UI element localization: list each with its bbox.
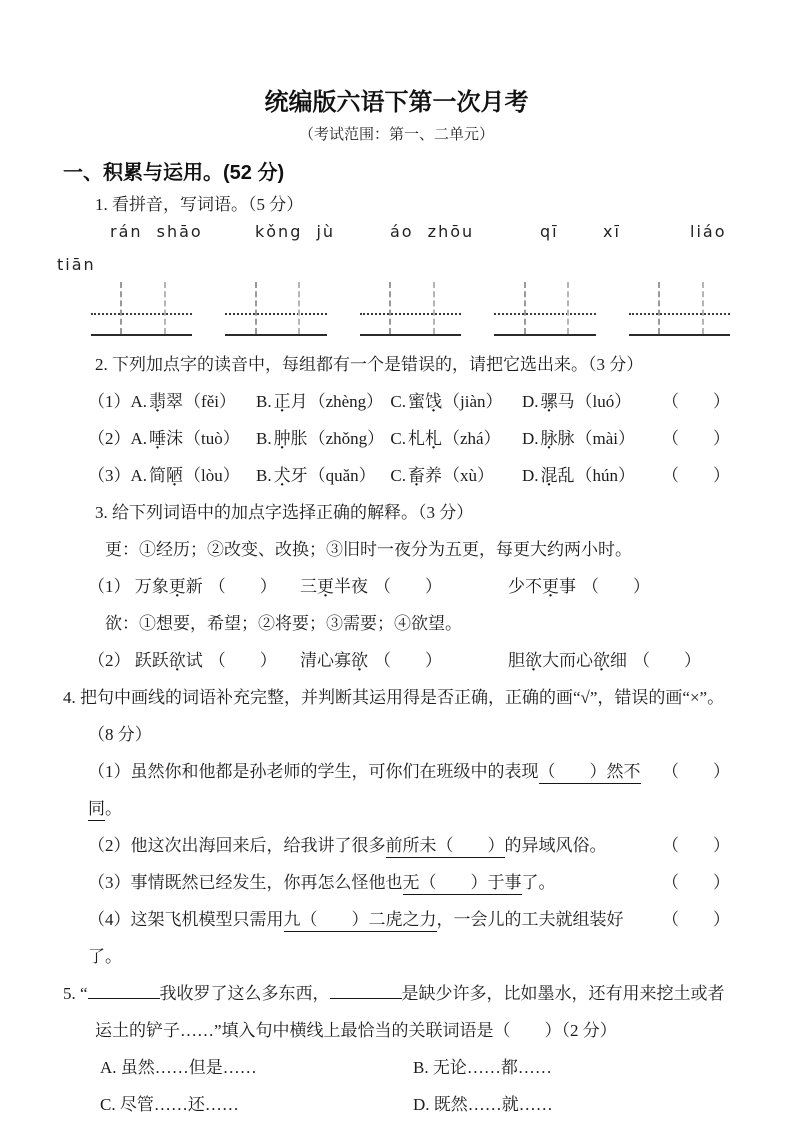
q4-points: （8 分） xyxy=(88,725,152,744)
option-c xyxy=(390,420,522,457)
q5-option-a: A. 虽然……但是…… xyxy=(100,1058,257,1077)
option-c xyxy=(390,383,522,420)
option-d xyxy=(522,420,662,457)
pinyin-reading: （mài） xyxy=(575,429,636,448)
q5-option-c: C. 尽管……还…… xyxy=(100,1095,239,1114)
dotted-word: 正月 xyxy=(273,392,308,411)
answer-blank: （ ） xyxy=(662,429,730,448)
pinyin-reading: （quǎn） xyxy=(308,466,376,485)
definition-yu: 欲：①想要，希望；②将要；③需要；④欲望。 xyxy=(105,614,462,633)
grid-midline xyxy=(629,313,730,315)
dotted-word: 畜养 xyxy=(408,466,442,485)
dotted-word: 脉脉 xyxy=(540,429,575,448)
fill-blank-line xyxy=(330,984,402,999)
dotted-word: 清心寡欲 xyxy=(300,651,368,670)
pinyin-reading: （luó） xyxy=(575,392,632,411)
option-a xyxy=(88,383,256,420)
q4-stem: 4. 把句中画线的词语补充完整，并判断其运用得是否正确，正确的画“√”，错误的画“×”。 xyxy=(63,688,725,707)
writing-grid-row xyxy=(91,282,730,336)
answer-blank: （ ） xyxy=(662,466,730,485)
q5-option-b: B. 无论……都…… xyxy=(413,1058,552,1077)
option-a xyxy=(88,420,256,457)
sentence xyxy=(88,753,654,827)
q5-stem xyxy=(63,975,730,1049)
grid-cell-guide xyxy=(298,282,300,334)
sentence xyxy=(88,864,654,901)
definition-geng: 更：①经历；②改变、改换；③旧时一夜分为五更，每更大约两小时。 xyxy=(105,540,632,559)
question-number: 5. xyxy=(63,984,76,1003)
item-number: （1） xyxy=(88,392,131,411)
question-5 xyxy=(63,975,730,1123)
q3-stem: 3. 给下列词语中的加点字选择正确的解释。（3 分） xyxy=(95,503,474,522)
answer-blank: （ ） xyxy=(662,762,730,781)
option-d xyxy=(522,383,662,420)
q4-item-4 xyxy=(63,901,730,975)
q2-row-2 xyxy=(63,420,730,457)
grid-cell-guide xyxy=(658,282,660,334)
pinyin-word: qī xyxy=(540,222,559,241)
underlined-phrase: 无（ ）于事 xyxy=(403,873,522,895)
grid-cell-guide xyxy=(702,282,704,334)
dotted-word: 万象更新 xyxy=(134,577,203,596)
grid-cell-guide xyxy=(524,282,526,334)
option-label: D. xyxy=(522,392,539,411)
item-number: （3） xyxy=(88,873,131,892)
q2-row-1 xyxy=(63,383,730,420)
answer-blank: （ ） xyxy=(374,577,442,596)
item-number: （2） xyxy=(88,836,131,855)
dotted-word: 蜜饯 xyxy=(408,392,442,411)
sentence-pre: 他这次出海回来后，给我讲了很多 xyxy=(130,836,386,855)
pinyin-word-wrapped: tiān xyxy=(57,255,96,274)
dotted-word: 跃跃欲试 xyxy=(134,651,203,670)
underlined-phrase: 前所未（ ） xyxy=(386,836,505,858)
item-number: （1） xyxy=(88,577,131,596)
writing-grid-box xyxy=(91,282,192,336)
pinyin-reading: （fěi） xyxy=(184,392,236,411)
sentence-post: ，一会儿的工夫就组装好了。 xyxy=(88,910,624,966)
sentence-post: 的异域风俗。 xyxy=(504,836,607,855)
option-label: A. xyxy=(130,429,148,448)
q1-stem: 1. 看拼音，写词语。（5 分） xyxy=(95,195,304,214)
dotted-word: 唾沫 xyxy=(149,429,184,448)
question-1 xyxy=(57,190,730,336)
pinyin-word: rán shāo xyxy=(110,222,203,241)
grid-midline xyxy=(225,313,326,315)
option-label: C. xyxy=(390,466,406,485)
answer-blank: （ ） xyxy=(493,1021,562,1040)
idiom-cell xyxy=(300,642,508,679)
underlined-phrase: （ ）然不同 xyxy=(88,762,641,821)
writing-grid-box xyxy=(494,282,595,336)
dotted-word: 肿胀 xyxy=(273,429,308,448)
dotted-word: 三更半夜 xyxy=(300,577,368,596)
grid-cell-guide xyxy=(255,282,257,334)
option-label: A. xyxy=(130,466,148,485)
dotted-word: 翡翠 xyxy=(149,392,184,411)
q5-options xyxy=(63,1049,730,1123)
option-label: D. xyxy=(522,466,539,485)
grid-midline xyxy=(494,313,595,315)
idiom-cell xyxy=(300,568,508,605)
q3-row-2 xyxy=(63,642,730,679)
question-3 xyxy=(63,494,730,679)
answer-blank: （ ） xyxy=(662,910,730,929)
writing-grid-box xyxy=(629,282,730,336)
answer-blank: （ ） xyxy=(633,651,701,670)
question-4 xyxy=(63,679,730,975)
sentence-pre: 事情既然已经发生，你再怎么怪他也 xyxy=(130,873,403,892)
idiom-cell xyxy=(88,568,300,605)
sentence xyxy=(88,827,654,864)
option-a xyxy=(88,457,256,494)
pinyin-reading: （zhèng） xyxy=(308,392,384,411)
underlined-phrase: 九（ ）二虎之力 xyxy=(284,910,437,932)
q4-item-1 xyxy=(63,753,730,827)
answer-blank: （ ） xyxy=(662,392,730,411)
answer-blank: （ ） xyxy=(208,651,277,670)
dotted-word: 犬牙 xyxy=(273,466,308,485)
section-heading: 一、积累与运用。(52 分) xyxy=(63,162,285,184)
q4-item-3 xyxy=(63,864,730,901)
item-number: （1） xyxy=(88,762,131,781)
option-d xyxy=(522,457,662,494)
pinyin-word: kǒng jù xyxy=(255,222,336,241)
grid-midline xyxy=(91,313,192,315)
grid-cell-guide xyxy=(567,282,569,334)
option-label: B. xyxy=(256,466,272,485)
pinyin-line xyxy=(63,220,730,250)
writing-grid-box xyxy=(225,282,326,336)
fill-blank-line xyxy=(88,984,160,999)
option-label: C. xyxy=(390,429,406,448)
sentence-post: 。 xyxy=(105,799,122,818)
item-number: （2） xyxy=(88,651,131,670)
pinyin-reading: （hún） xyxy=(575,466,636,485)
grid-cell-guide xyxy=(120,282,122,334)
q3-row-1 xyxy=(63,568,730,605)
option-c xyxy=(390,457,522,494)
item-number: （2） xyxy=(88,429,131,448)
idiom-cell xyxy=(88,642,300,679)
q5-part1: 我收罗了这么多东西， xyxy=(159,984,330,1003)
q5-points: （2 分） xyxy=(561,1021,617,1040)
pinyin-reading: （xù） xyxy=(443,466,494,485)
answer-blank: （ ） xyxy=(208,577,277,596)
q5-option-d: D. 既然……就…… xyxy=(413,1095,553,1114)
option-b xyxy=(256,420,390,457)
answer-blank: （ ） xyxy=(662,836,730,855)
dotted-word: 胆欲大而心欲细 xyxy=(508,651,627,670)
grid-cell-guide xyxy=(389,282,391,334)
pinyin-reading: （zhǒng） xyxy=(308,429,385,448)
dotted-word: 少不更事 xyxy=(508,577,576,596)
sentence-pre: 虽然你和他都是孙老师的学生，可你们在班级中的表现 xyxy=(130,762,539,781)
q2-row-3 xyxy=(63,457,730,494)
pinyin-reading: （tuò） xyxy=(184,429,240,448)
grid-cell-guide xyxy=(164,282,166,334)
pinyin-reading: （zhá） xyxy=(443,429,501,448)
dotted-word: 骡马 xyxy=(540,392,575,411)
option-label: A. xyxy=(130,392,148,411)
dotted-word: 简陋 xyxy=(149,466,184,485)
option-label: B. xyxy=(256,392,272,411)
idiom-cell xyxy=(508,642,701,679)
q2-stem: 2. 下列加点字的读音中，每组都有一个是错误的，请把它选出来。（3 分） xyxy=(95,355,644,374)
option-label: C. xyxy=(390,392,406,411)
pinyin-reading: （jiàn） xyxy=(443,392,503,411)
sentence-post: 了。 xyxy=(521,873,556,892)
sentence-pre: 这架飞机模型只需用 xyxy=(130,910,284,929)
pinyin-word: liáo xyxy=(690,222,727,241)
grid-cell-guide xyxy=(433,282,435,334)
q5-part2: 是缺少许多，比如墨水，还有用来挖土或者运土的铲子……”填入句中横线上最恰当的关联词语是 xyxy=(95,984,725,1040)
option-b xyxy=(256,457,390,494)
answer-blank: （ ） xyxy=(662,873,730,892)
item-number: （3） xyxy=(88,466,131,485)
q4-item-2 xyxy=(63,827,730,864)
dotted-word: 札札 xyxy=(408,429,442,448)
writing-grid-box xyxy=(360,282,461,336)
option-b xyxy=(256,383,390,420)
option-label: B. xyxy=(256,429,272,448)
sentence xyxy=(88,901,654,975)
open-quote: “ xyxy=(80,984,88,1003)
answer-blank: （ ） xyxy=(582,577,650,596)
pinyin-word: áo zhōu xyxy=(390,222,475,241)
pinyin-word: xī xyxy=(603,222,621,241)
grid-midline xyxy=(360,313,461,315)
pinyin-reading: （lòu） xyxy=(184,466,240,485)
question-2 xyxy=(63,346,730,494)
idiom-cell xyxy=(508,568,650,605)
doc-title: 统编版六语下第一次月考 xyxy=(264,89,529,116)
answer-blank: （ ） xyxy=(374,651,442,670)
doc-subtitle: （考试范围：第一、二单元） xyxy=(298,127,494,143)
item-number: （4） xyxy=(88,910,131,929)
dotted-word: 混乱 xyxy=(540,466,575,485)
option-label: D. xyxy=(522,429,539,448)
